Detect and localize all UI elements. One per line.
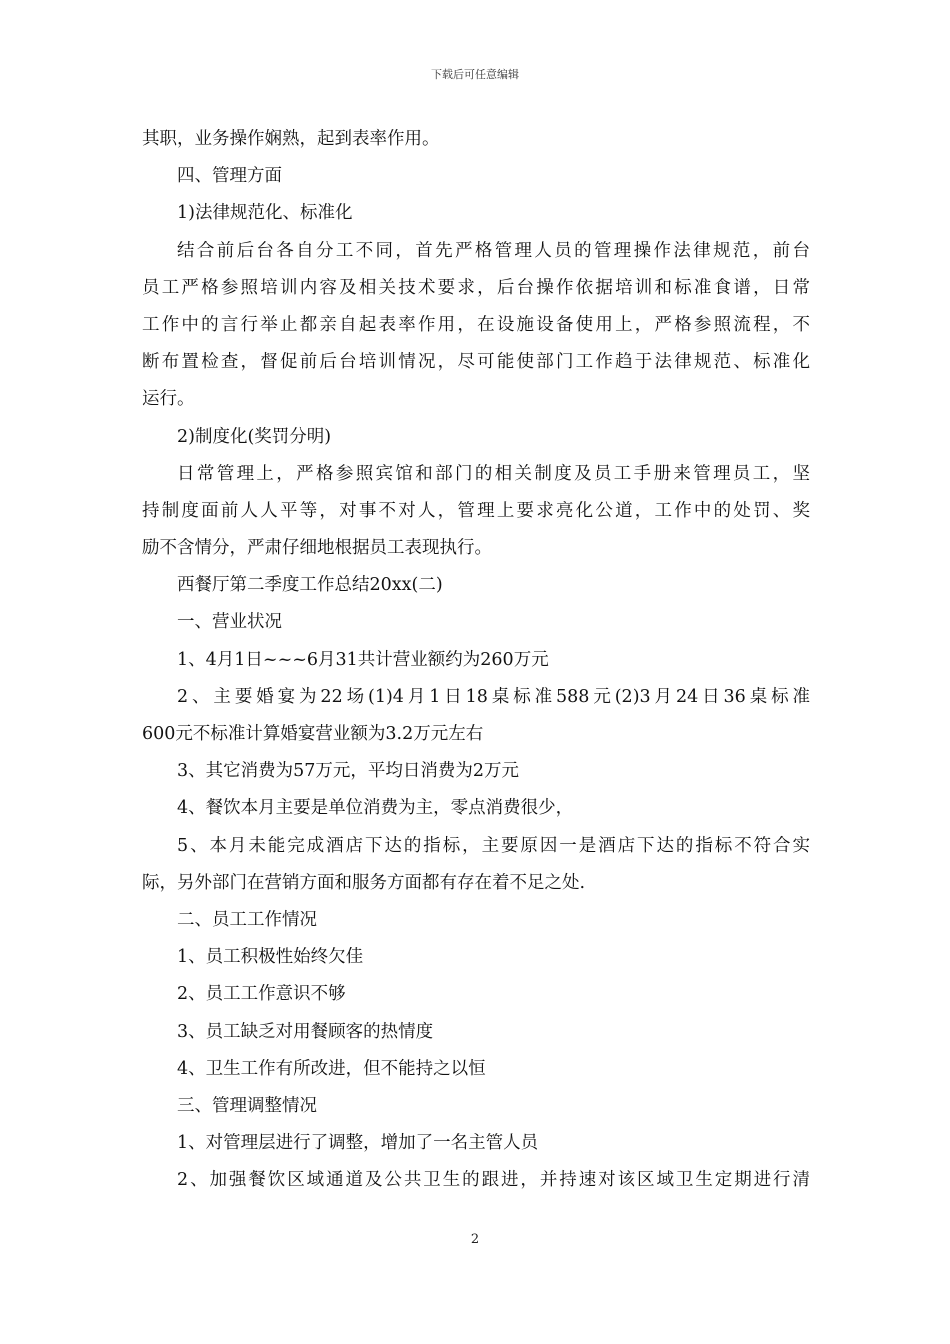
text-line: 2、加强餐饮区域通道及公共卫生的跟进，并持速对该区域卫生定期进行清 (177, 1170, 810, 1191)
text-line: 5、本月未能完成酒店下达的指标，主要原因一是酒店下达的指标不符合实 (177, 835, 810, 856)
text-line: 2)制度化(奖罚分明) (177, 426, 332, 447)
text-line: 西餐厅第二季度工作总结20xx(二) (177, 575, 443, 596)
document-body (142, 121, 810, 1199)
text-line: 四、管理方面 (177, 166, 282, 187)
text-line: 3、其它消费为57万元，平均日消费为2万元 (177, 761, 520, 782)
text-line: 持制度面前人人平等，对事不对人，管理上要求亮化公道，工作中的处罚、奖 (142, 500, 810, 521)
text-line: 3、员工缺乏对用餐顾客的热情度 (177, 1021, 434, 1042)
text-line: 工作中的言行举止都亲自起表率作用，在设施设备使用上，严格参照流程，不 (142, 314, 810, 335)
text-line: 日常管理上，严格参照宾馆和部门的相关制度及员工手册来管理员工，坚 (177, 463, 810, 484)
page-header: 下载后可任意编辑 (431, 68, 519, 81)
text-line: 三、管理调整情况 (177, 1095, 317, 1116)
text-line: 结合前后台各自分工不同，首先严格管理人员的管理操作法律规范，前台 (177, 240, 810, 261)
text-line: 4、卫生工作有所改进，但不能持之以恒 (177, 1058, 486, 1079)
text-line: 1)法律规范化、标准化 (177, 203, 353, 224)
text-line: 2、员工工作意识不够 (177, 984, 346, 1005)
text-line: 4、餐饮本月主要是单位消费为主，零点消费很少， (177, 798, 574, 819)
text-line: 断布置检查，督促前后台培训情况，尽可能使部门工作趋于法律规范、标准化 (142, 352, 810, 373)
text-line: 际，另外部门在营销方面和服务方面都有存在着不足之处. (142, 872, 586, 893)
text-line: 1、员工积极性始终欠佳 (177, 947, 364, 968)
text-line: 员工严格参照培训内容及相关技术要求，后台操作依据培训和标准食谱，日常 (142, 277, 810, 298)
text-line: 2、主要婚宴为22场(1)4月1日18桌标准588元(2)3月24日36桌标准 (177, 686, 810, 707)
text-line: 1、对管理层进行了调整，增加了一名主管人员 (177, 1133, 539, 1154)
text-line: 1、4月1日~~~6月31共计营业额约为260万元 (177, 649, 549, 670)
page-number: 2 (470, 1232, 480, 1247)
text-line: 一、营业状况 (177, 612, 282, 633)
text-line: 励不含情分，严肃仔细地根据员工表现执行。 (142, 538, 492, 559)
text-line: 600元不标准计算婚宴营业额为3.2万元左右 (142, 724, 484, 744)
text-line: 运行。 (142, 389, 195, 410)
text-line: 二、员工工作情况 (177, 909, 317, 930)
text-line: 其职，业务操作娴熟，起到表率作用。 (142, 129, 440, 149)
